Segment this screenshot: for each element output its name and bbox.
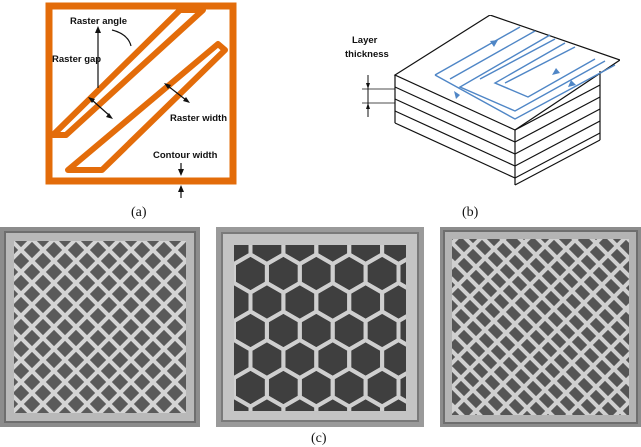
photo-honeycomb-infill bbox=[216, 227, 424, 427]
photo-diagonal-infill bbox=[440, 227, 641, 427]
layer-thickness-arrowhead-top bbox=[366, 83, 370, 89]
contour-width-arrowhead-top bbox=[178, 169, 184, 176]
layer-thickness-arrowhead-bottom bbox=[366, 103, 370, 109]
layer-stack bbox=[395, 15, 620, 185]
raster-angle-arc bbox=[112, 30, 131, 46]
raster-angle-label: Raster angle bbox=[70, 16, 128, 27]
raster-gap-label: Raster gap bbox=[52, 54, 102, 65]
contour-width-arrowhead-bottom bbox=[178, 185, 184, 192]
layer-stack-diagram bbox=[340, 15, 620, 200]
toolpath-arrows bbox=[454, 40, 576, 99]
caption-c: (c) bbox=[311, 431, 327, 446]
photo-rectilinear-infill bbox=[0, 227, 200, 427]
raster-width-label: Raster width bbox=[170, 113, 228, 124]
layer-thickness-label-1: Layer bbox=[352, 35, 378, 46]
layer-thickness-label-2: thickness bbox=[345, 49, 389, 60]
caption-a: (a) bbox=[131, 205, 147, 220]
contour-width-label: Contour width bbox=[153, 150, 218, 161]
raster-parameters-diagram bbox=[40, 0, 250, 200]
caption-b: (b) bbox=[462, 205, 479, 220]
raster-angle-arrowhead bbox=[95, 26, 101, 33]
